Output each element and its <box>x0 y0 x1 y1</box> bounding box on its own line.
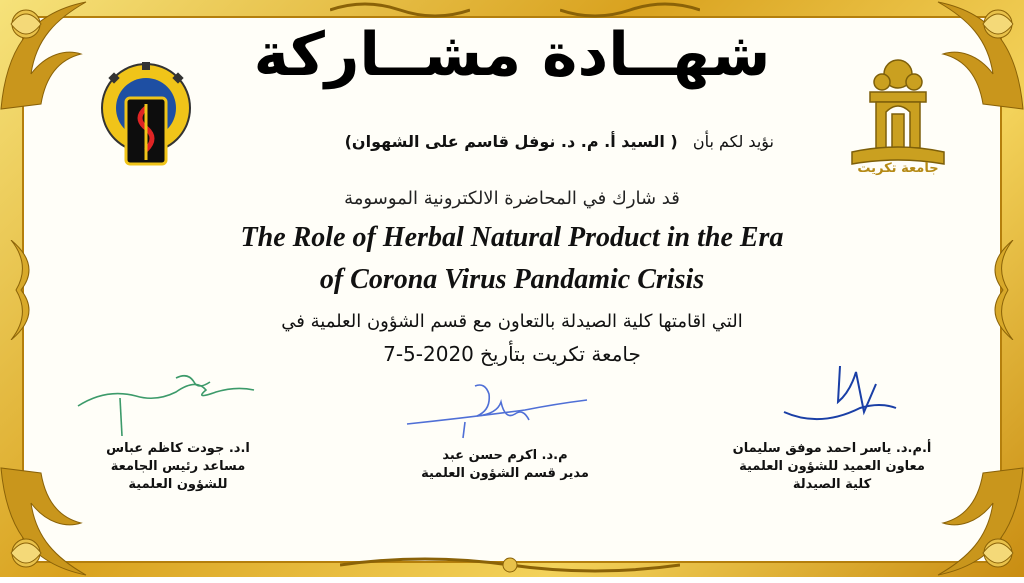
ornament-bottom-center <box>340 553 680 577</box>
lecture-title-line-2: of Corona Virus Pandamic Crisis <box>319 264 705 295</box>
pharmacy-college-logo <box>96 60 196 172</box>
participation-text: قد شارك في المحاضرة الالكترونية الموسومة <box>344 188 680 209</box>
signature-right <box>780 362 900 432</box>
signatory-left <box>88 440 268 494</box>
signatory-middle-name: م.د. اكرم حسن عبد <box>442 448 568 463</box>
confirm-prefix: نؤيد لكم بأن <box>692 132 774 151</box>
ornament-top-center-right <box>560 0 700 22</box>
signature-middle <box>405 380 590 442</box>
certificate-title: شهــادة مشــاركة <box>253 20 771 90</box>
lecture-title-line-1: The Role of Herbal Natural Product in the Era <box>240 222 784 253</box>
host-text: التي اقامتها كلية الصيدلة بالتعاون مع قسم الشؤون العلمية في <box>281 311 743 332</box>
confirm-line <box>345 132 774 151</box>
signatory-right-role-2: كلية الصيدلة <box>792 477 872 492</box>
signatory-right <box>722 440 942 494</box>
recipient-name: ( السيد أ. م. د. نوفل قاسم على الشهوان) <box>344 132 678 151</box>
ornament-top-center-left <box>330 0 470 22</box>
signatory-left-name: ا.د. جودت كاظم عباس <box>106 441 250 456</box>
signatory-middle-role-1: مدير قسم الشؤون العلمية <box>421 466 589 481</box>
signature-left <box>76 368 256 438</box>
logo-caption: جامعة تكريت <box>857 161 939 176</box>
signatory-left-role-1: مساعد رئيس الجامعة <box>110 459 246 474</box>
signatory-left-role-2: للشؤون العلمية <box>128 477 228 492</box>
tikrit-university-logo <box>842 52 954 176</box>
signatory-right-role-1: معاون العميد للشؤون العلمية <box>739 459 925 474</box>
date-prefix: جامعة تكريت بتأريخ <box>479 342 641 366</box>
signatory-right-name: أ.م.د. ياسر احمد موفق سليمان <box>732 441 932 456</box>
signatory-middle <box>405 447 605 483</box>
date-value: 7-5-2020 <box>383 342 474 366</box>
